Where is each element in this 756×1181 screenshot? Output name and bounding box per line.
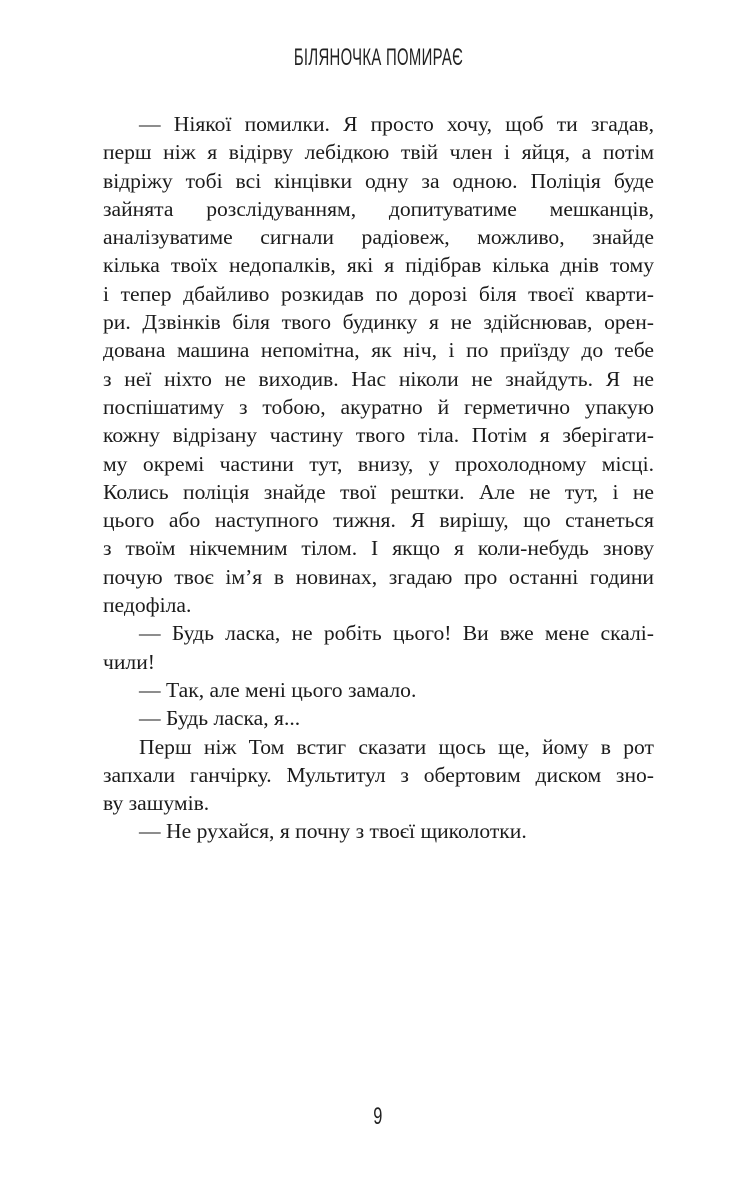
text-line: зайнята розслідуванням, допитуватиме мешканців, — [103, 196, 654, 221]
text-line: Перш ніж Том встиг сказати щось ще, йому в рот — [139, 734, 654, 759]
text-line: запхали ганчірку. Мультитул з обертовим диском зно- — [103, 762, 654, 787]
text-line: з твоїм нікчемним тілом. І якщо я коли-небудь знову — [103, 536, 654, 561]
text-line: відріжу тобі всі кінцівки одну за одною. Поліція буде — [103, 168, 654, 193]
text-line: педофіла. — [103, 593, 192, 618]
text-line: Колись поліція знайде твої рештки. Але не тут, і не — [103, 479, 654, 504]
text-line: почую твоє ім’я в новинах, згадаю про останні години — [103, 564, 654, 589]
running-header — [0, 44, 756, 75]
text-line: аналізуватиме сигнали радіовеж, можливо, знайде — [103, 225, 654, 250]
text-line: цього або наступного тижня. Я вирішу, що станеться — [103, 508, 654, 533]
text-line: — Будь ласка, я... — [139, 706, 301, 731]
page-footer — [0, 1103, 756, 1134]
text-line: му окремі частини тут, внизу, у прохолодному місці. — [103, 451, 654, 476]
text-line: — Ніякої помилки. Я просто хочу, щоб ти згадав, — [139, 112, 654, 136]
text-line: перш ніж я відірву лебідкою твій член і яйця, а потім — [103, 140, 654, 165]
text-line: дована машина непомітна, як ніч, і по приїзду до тебе — [103, 338, 654, 363]
running-header-title: БІЛЯНОЧКА ПОМИРАЄ — [293, 44, 463, 71]
text-line: кілька твоїх недопалків, які я підібрав кілька днів тому — [103, 253, 654, 278]
text-line: — Не рухайся, я почну з твоєї щиколотки. — [139, 819, 527, 844]
text-line: кожну відрізану частину твого тіла. Потім я зберігати- — [103, 423, 654, 448]
page-number: 9 — [373, 1103, 383, 1130]
text-line: з неї ніхто не виходив. Нас ніколи не знайдуть. Я не — [103, 366, 654, 391]
text-line: — Будь ласка, не робіть цього! Ви вже мене скалі- — [139, 621, 654, 646]
text-line: і тепер дбайливо розкидав по дорозі біля твоєї кварти- — [103, 281, 654, 306]
text-line: ву зашумів. — [103, 791, 210, 816]
body-text — [103, 110, 654, 846]
text-line: ри. Дзвінків біля твого будинку я не здійснював, орен- — [103, 310, 654, 335]
text-line: — Так, але мені цього замало. — [139, 677, 417, 702]
text-line: чили! — [103, 649, 155, 674]
text-line: поспішатиму з тобою, акуратно й герметично упакую — [103, 394, 654, 419]
